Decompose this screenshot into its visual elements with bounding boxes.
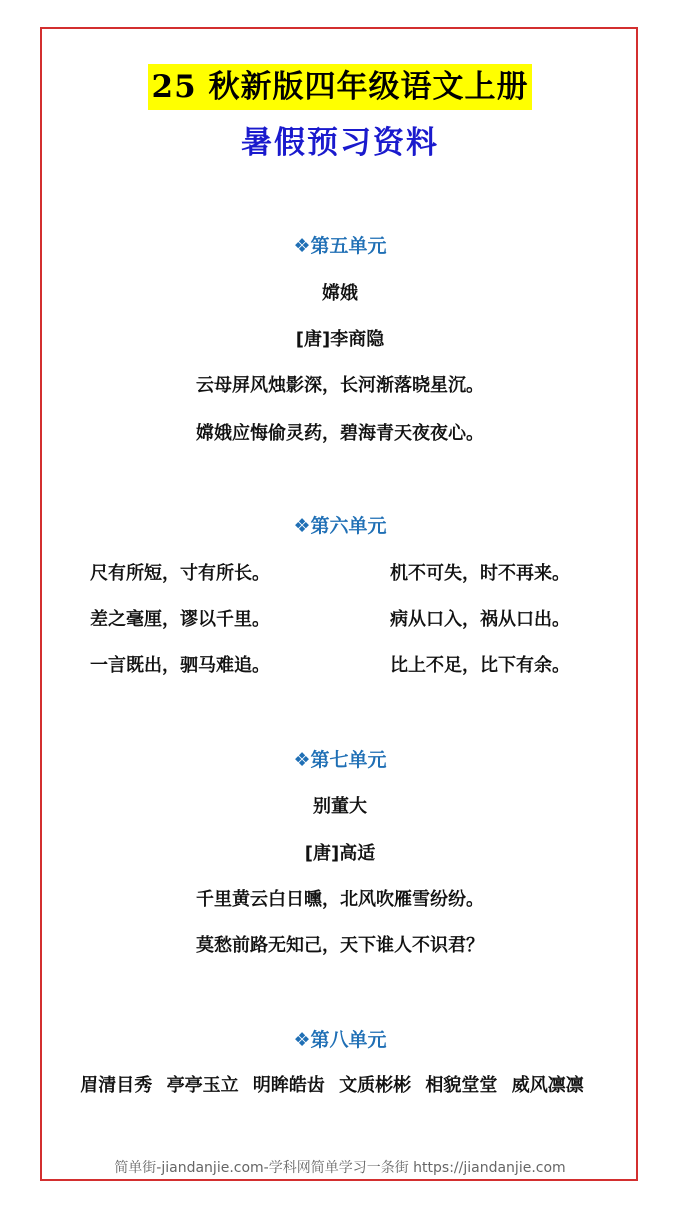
page-border — [40, 27, 638, 1181]
unit6-saying-left-3: 一言既出，驷马难追。 — [90, 655, 270, 676]
unit6-saying-right-1: 机不可失，时不再来。 — [390, 563, 570, 584]
footer-watermark: 简单街-jiandanjie.com-学科网简单学习一条街 https://jiandanjie.com — [114, 1160, 566, 1176]
idiom: 明眸皓齿 — [252, 1075, 325, 1096]
diamond-icon: ❖ — [293, 1029, 311, 1051]
unit5-line-1: 云母屏风烛影深，长河渐落晓星沉。 — [196, 375, 484, 396]
unit7-poem-title: 别董大 — [313, 796, 367, 817]
unit6-heading-text: 第六单元 — [310, 515, 387, 537]
idiom: 亭亭玉立 — [166, 1075, 239, 1096]
unit7-line-1: 千里黄云白日曛，北风吹雁雪纷纷。 — [196, 889, 484, 910]
unit6-heading — [0, 511, 680, 538]
diamond-icon: ❖ — [293, 515, 311, 537]
idiom: 文质彬彬 — [339, 1075, 412, 1096]
unit7-author: [唐]高适 — [304, 843, 376, 864]
unit6-saying-left-1: 尺有所短，寸有所长。 — [90, 563, 270, 584]
unit7-heading — [0, 745, 680, 772]
unit5-poem-title: 嫦娥 — [322, 283, 358, 304]
unit8-heading-text: 第八单元 — [310, 1029, 387, 1051]
unit5-heading-text: 第五单元 — [310, 235, 387, 257]
unit6-saying-right-3: 比上不足，比下有余。 — [390, 655, 570, 676]
diamond-icon: ❖ — [293, 235, 311, 257]
unit7-line-2: 莫愁前路无知己，天下谁人不识君？ — [196, 935, 484, 956]
unit5-line-2: 嫦娥应悔偷灵药，碧海青天夜夜心。 — [196, 423, 484, 444]
unit8-idiom-row — [0, 1071, 664, 1097]
idiom: 眉清目秀 — [80, 1075, 153, 1096]
diamond-icon: ❖ — [293, 749, 311, 771]
title-container — [0, 64, 680, 110]
unit5-heading — [0, 231, 680, 258]
idiom: 威风凛凛 — [511, 1075, 584, 1096]
page-title: 25 秋新版四年级语文上册 — [148, 64, 533, 110]
page-subtitle: 暑假预习资料 — [241, 125, 439, 161]
unit6-saying-right-2: 病从口入，祸从口出。 — [390, 609, 570, 630]
unit8-heading — [0, 1025, 680, 1052]
unit7-heading-text: 第七单元 — [310, 749, 387, 771]
unit6-saying-left-2: 差之毫厘，谬以千里。 — [90, 609, 270, 630]
idiom: 相貌堂堂 — [425, 1075, 498, 1096]
unit5-author: [唐]李商隐 — [295, 329, 385, 350]
